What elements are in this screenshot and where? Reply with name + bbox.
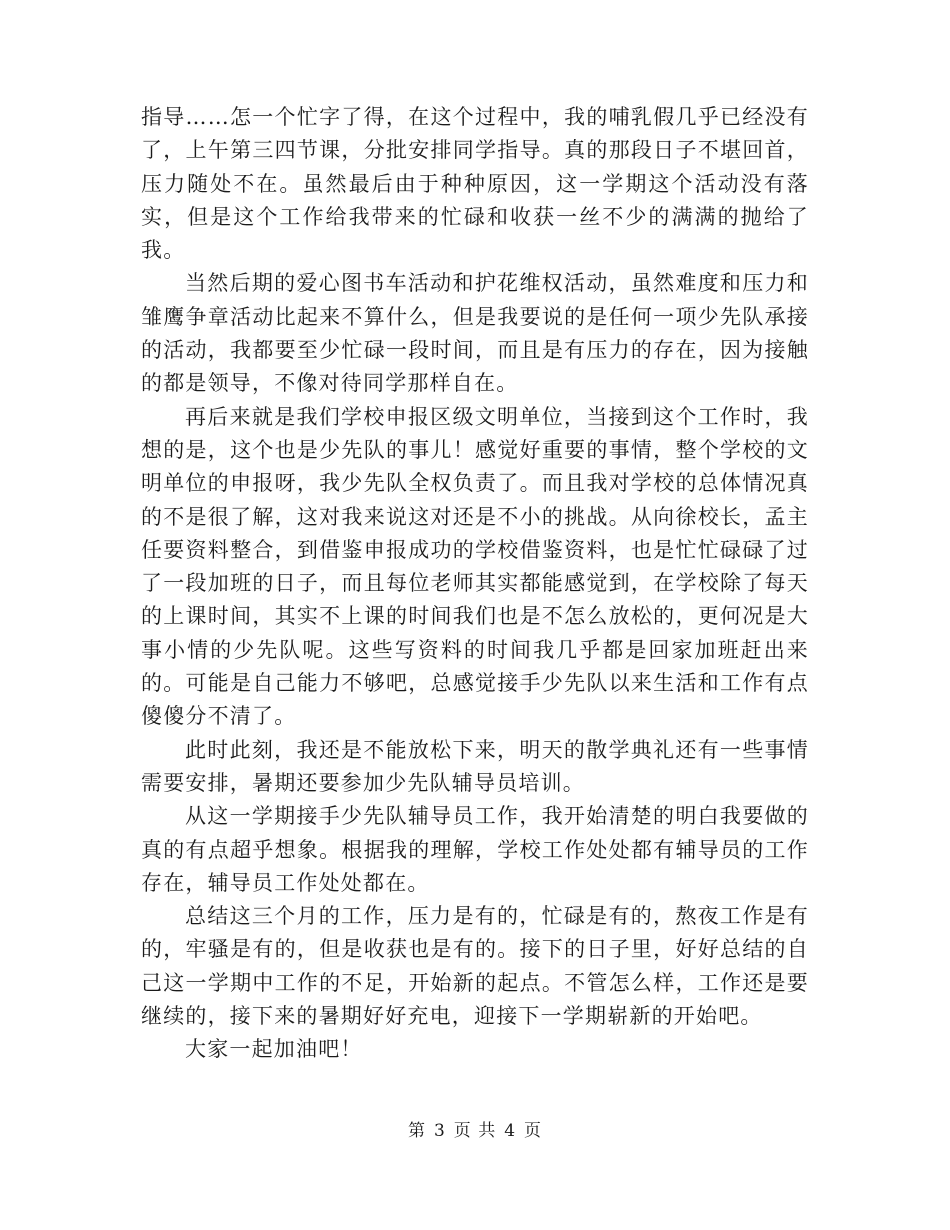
footer-middle: 页 共 (453, 1121, 497, 1141)
paragraph-5: 从这一学期接手少先队辅导员工作，我开始清楚的明白我要做的真的有点超乎想象。根据我的理解，学校工作处处都有辅导员的工作存在，辅导员工作处处都在。 (141, 804, 809, 895)
footer-total-pages: 4 (504, 1121, 517, 1141)
page-footer (0, 1116, 950, 1141)
paragraph-6: 总结这三个月的工作，压力是有的，忙碌是有的，熬夜工作是有的，牢骚是有的，但是收获也是有的。接下的日子里，好好总结的自己这一学期中工作的不足，开始新的起点。不管怎么样，工作还是要继续的，接下来的暑期好好充电，迎接下一学期崭新的开始吧。 (141, 904, 809, 1029)
paragraph-7: 大家一起加油吧！ (185, 1037, 363, 1062)
paragraph-1: 指导……怎一个忙字了得，在这个过程中，我的哺乳假几乎已经没有了，上午第三四节课，分批安排同学指导。真的那段日子不堪回首，压力随处不在。虽然最后由于种种原因，这一学期这个活动没有落实，但是这个工作给我带来的忙碌和收获一丝不少的满满的抛给了我。 (141, 105, 809, 263)
footer-suffix: 页 (524, 1121, 543, 1141)
paragraph-2: 当然后期的爱心图书车活动和护花维权活动，虽然难度和压力和雏鹰争章活动比起来不算什么，但是我要说的是任何一项少先队承接的活动，我都要至少忙碌一段时间，而且是有压力的存在，因为接触的都是领导，不像对待同学那样自在。 (141, 271, 809, 396)
footer-page-number: 3 (433, 1121, 446, 1141)
document-body (141, 101, 809, 1067)
paragraph-3: 再后来就是我们学校申报区级文明单位，当接到这个工作时，我想的是，这个也是少先队的事儿！感觉好重要的事情，整个学校的文明单位的申报呀，我少先队全权负责了。而且我对学校的总体情况真的不是很了解，这对我来说这对还是不小的挑战。从向徐校长，孟主任要资料整合，到借鉴申报成功的学校借鉴资料，也是忙忙碌碌了过了一段加班的日子，而且每位老师其实都能感觉到，在学校除了每天的上课时间，其实不上课的时间我们也是不怎么放松的，更何况是大事小情的少先队呢。这些写资料的时间我几乎都是回家加班赶出来的。可能是自己能力不够吧，总感觉接手少先队以来生活和工作有点傻傻分不清了。 (141, 404, 809, 729)
paragraph-4: 此时此刻，我还是不能放松下来，明天的散学典礼还有一些事情需要安排，暑期还要参加少先队辅导员培训。 (141, 737, 809, 795)
footer-prefix: 第 (407, 1121, 426, 1141)
